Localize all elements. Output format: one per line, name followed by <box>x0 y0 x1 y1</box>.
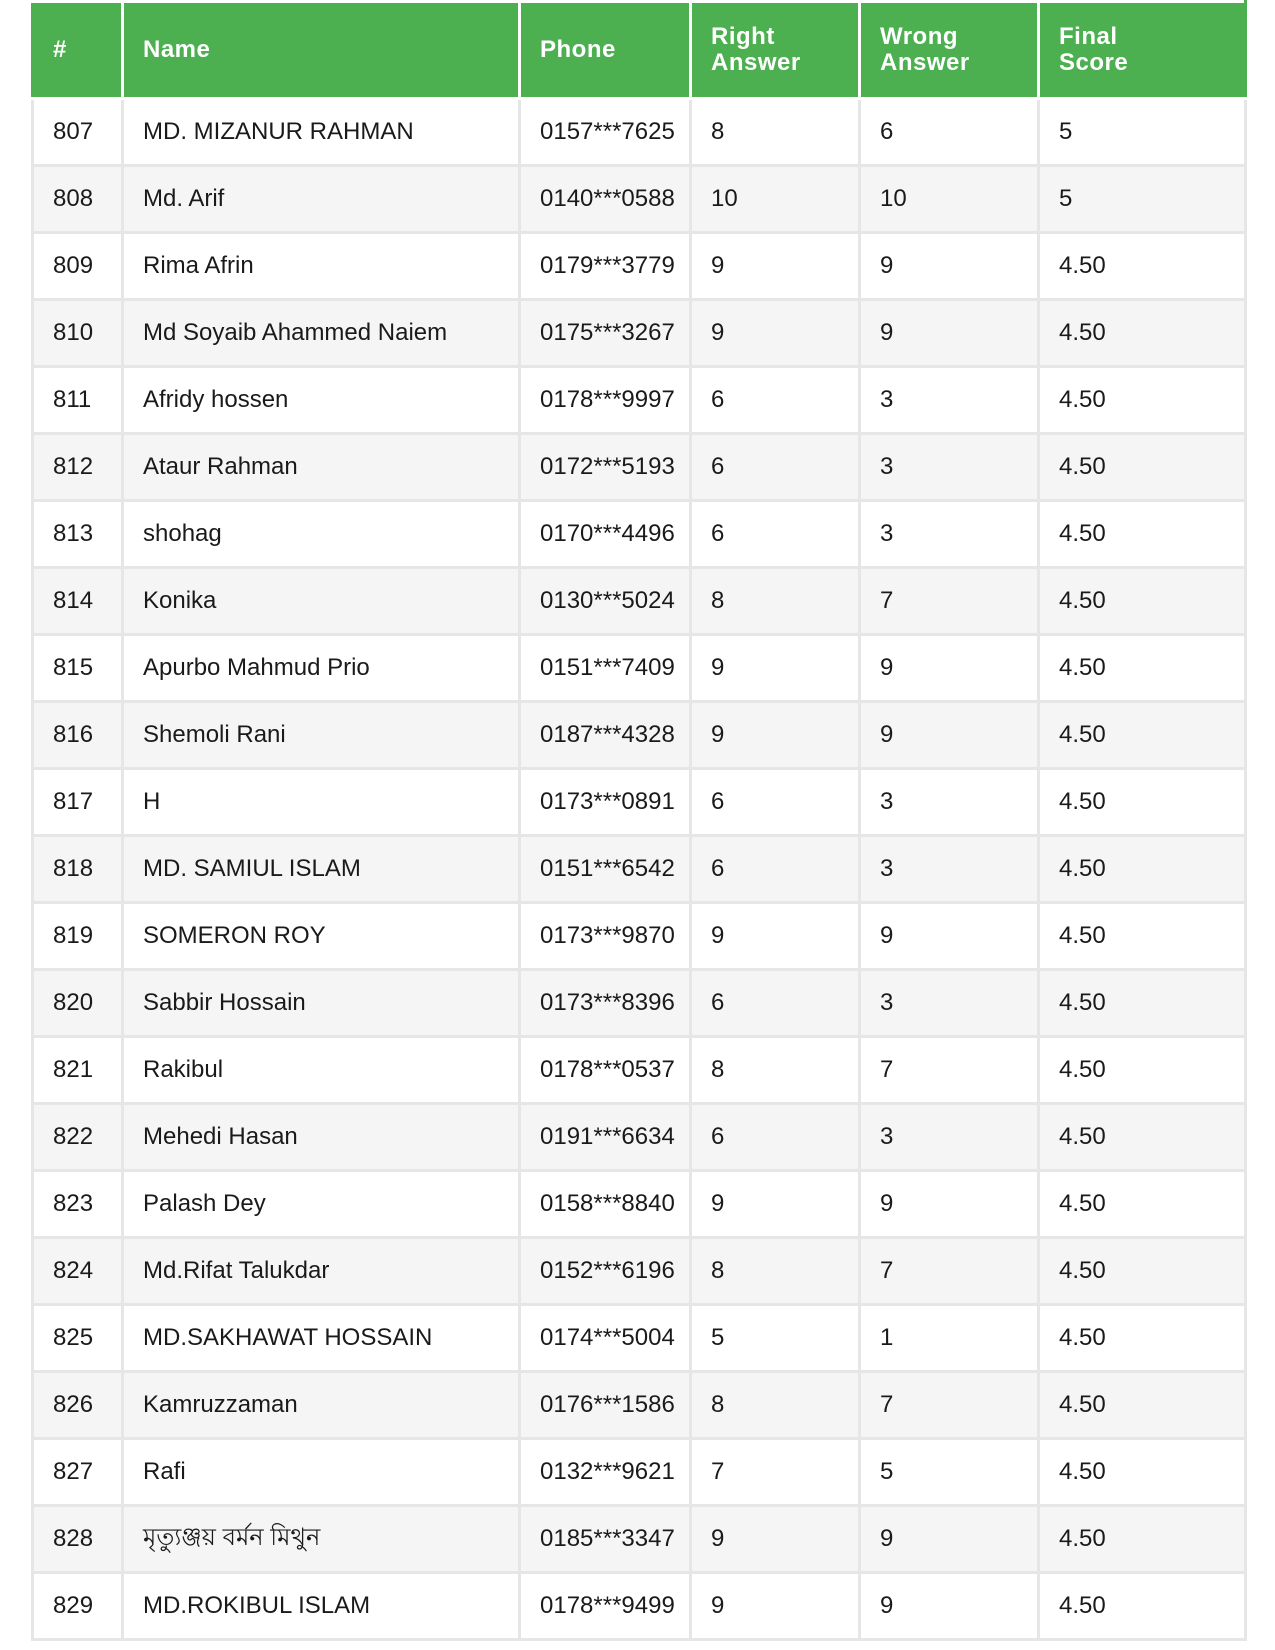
cell-right-answer: 8 <box>691 99 860 166</box>
table-row <box>33 1104 1246 1171</box>
cell-wrong-answer: 9 <box>860 702 1039 769</box>
table-row <box>33 1573 1246 1640</box>
cell-phone: 0187***4328 <box>520 702 691 769</box>
cell-wrong-answer: 3 <box>860 367 1039 434</box>
cell-rank: 813 <box>33 501 123 568</box>
cell-rank: 825 <box>33 1305 123 1372</box>
cell-rank: 816 <box>33 702 123 769</box>
cell-rank: 824 <box>33 1238 123 1305</box>
table-row <box>33 501 1246 568</box>
table-row <box>33 99 1246 166</box>
cell-rank: 814 <box>33 568 123 635</box>
header-wrong-answer: Wrong Answer <box>860 2 1039 99</box>
cell-final-score: 4.50 <box>1039 1238 1246 1305</box>
cell-final-score: 5 <box>1039 99 1246 166</box>
cell-final-score: 4.50 <box>1039 1573 1246 1640</box>
cell-final-score: 4.50 <box>1039 769 1246 836</box>
cell-phone: 0152***6196 <box>520 1238 691 1305</box>
table-row <box>33 836 1246 903</box>
cell-right-answer: 6 <box>691 769 860 836</box>
cell-wrong-answer: 9 <box>860 1573 1039 1640</box>
cell-rank: 819 <box>33 903 123 970</box>
cell-rank: 827 <box>33 1439 123 1506</box>
table-row <box>33 635 1246 702</box>
cell-wrong-answer: 3 <box>860 501 1039 568</box>
cell-name: MD.ROKIBUL ISLAM <box>123 1573 520 1640</box>
cell-wrong-answer: 3 <box>860 836 1039 903</box>
cell-phone: 0173***9870 <box>520 903 691 970</box>
cell-name: Rima Afrin <box>123 233 520 300</box>
cell-final-score: 4.50 <box>1039 903 1246 970</box>
table-row <box>33 702 1246 769</box>
cell-final-score: 4.50 <box>1039 1439 1246 1506</box>
table-row <box>33 367 1246 434</box>
cell-wrong-answer: 3 <box>860 769 1039 836</box>
cell-final-score: 4.50 <box>1039 635 1246 702</box>
header-phone: Phone <box>520 2 691 99</box>
cell-name: Palash Dey <box>123 1171 520 1238</box>
header-rank: # <box>33 2 123 99</box>
cell-phone: 0185***3347 <box>520 1506 691 1573</box>
cell-right-answer: 8 <box>691 1037 860 1104</box>
cell-rank: 822 <box>33 1104 123 1171</box>
cell-wrong-answer: 6 <box>860 99 1039 166</box>
cell-final-score: 4.50 <box>1039 1372 1246 1439</box>
cell-right-answer: 9 <box>691 635 860 702</box>
cell-right-answer: 7 <box>691 1439 860 1506</box>
cell-right-answer: 9 <box>691 1573 860 1640</box>
cell-name: Shemoli Rani <box>123 702 520 769</box>
cell-rank: 828 <box>33 1506 123 1573</box>
cell-phone: 0173***8396 <box>520 970 691 1037</box>
cell-phone: 0151***6542 <box>520 836 691 903</box>
cell-name: মৃত্যুঞ্জয় বর্মন মিথুন <box>123 1506 520 1573</box>
table-row <box>33 1171 1246 1238</box>
cell-rank: 815 <box>33 635 123 702</box>
cell-rank: 817 <box>33 769 123 836</box>
cell-wrong-answer: 9 <box>860 903 1039 970</box>
cell-rank: 811 <box>33 367 123 434</box>
cell-wrong-answer: 7 <box>860 568 1039 635</box>
header-right-answer: Right Answer <box>691 2 860 99</box>
cell-final-score: 4.50 <box>1039 1305 1246 1372</box>
cell-final-score: 4.50 <box>1039 1506 1246 1573</box>
cell-name: Kamruzzaman <box>123 1372 520 1439</box>
table-row <box>33 1305 1246 1372</box>
results-table <box>31 0 1247 1641</box>
cell-rank: 808 <box>33 166 123 233</box>
cell-right-answer: 5 <box>691 1305 860 1372</box>
table-header <box>33 2 1246 99</box>
cell-rank: 810 <box>33 300 123 367</box>
cell-right-answer: 9 <box>691 233 860 300</box>
cell-final-score: 4.50 <box>1039 1037 1246 1104</box>
cell-right-answer: 6 <box>691 836 860 903</box>
cell-rank: 820 <box>33 970 123 1037</box>
cell-right-answer: 6 <box>691 501 860 568</box>
cell-right-answer: 8 <box>691 568 860 635</box>
cell-name: Rafi <box>123 1439 520 1506</box>
cell-name: MD. MIZANUR RAHMAN <box>123 99 520 166</box>
cell-wrong-answer: 1 <box>860 1305 1039 1372</box>
cell-name: Konika <box>123 568 520 635</box>
table-row <box>33 434 1246 501</box>
cell-wrong-answer: 3 <box>860 434 1039 501</box>
cell-phone: 0178***9499 <box>520 1573 691 1640</box>
cell-final-score: 4.50 <box>1039 233 1246 300</box>
table-row <box>33 970 1246 1037</box>
cell-final-score: 5 <box>1039 166 1246 233</box>
header-row <box>33 2 1246 99</box>
cell-phone: 0174***5004 <box>520 1305 691 1372</box>
cell-right-answer: 9 <box>691 903 860 970</box>
cell-rank: 829 <box>33 1573 123 1640</box>
cell-phone: 0173***0891 <box>520 769 691 836</box>
cell-right-answer: 6 <box>691 1104 860 1171</box>
table-row <box>33 1506 1246 1573</box>
cell-phone: 0191***6634 <box>520 1104 691 1171</box>
cell-final-score: 4.50 <box>1039 300 1246 367</box>
cell-name: shohag <box>123 501 520 568</box>
table-row <box>33 166 1246 233</box>
cell-right-answer: 8 <box>691 1372 860 1439</box>
cell-name: MD. SAMIUL ISLAM <box>123 836 520 903</box>
cell-phone: 0170***4496 <box>520 501 691 568</box>
cell-right-answer: 6 <box>691 434 860 501</box>
cell-name: Md. Arif <box>123 166 520 233</box>
cell-phone: 0132***9621 <box>520 1439 691 1506</box>
cell-final-score: 4.50 <box>1039 367 1246 434</box>
cell-rank: 812 <box>33 434 123 501</box>
cell-final-score: 4.50 <box>1039 568 1246 635</box>
table-row <box>33 1372 1246 1439</box>
cell-name: Mehedi Hasan <box>123 1104 520 1171</box>
cell-name: Afridy hossen <box>123 367 520 434</box>
cell-wrong-answer: 3 <box>860 970 1039 1037</box>
cell-rank: 821 <box>33 1037 123 1104</box>
cell-name: Md.Rifat Talukdar <box>123 1238 520 1305</box>
cell-name: Apurbo Mahmud Prio <box>123 635 520 702</box>
table-row <box>33 300 1246 367</box>
cell-phone: 0179***3779 <box>520 233 691 300</box>
cell-right-answer: 6 <box>691 970 860 1037</box>
cell-final-score: 4.50 <box>1039 434 1246 501</box>
cell-final-score: 4.50 <box>1039 501 1246 568</box>
table-row <box>33 1238 1246 1305</box>
cell-name: Rakibul <box>123 1037 520 1104</box>
cell-name: SOMERON ROY <box>123 903 520 970</box>
cell-wrong-answer: 10 <box>860 166 1039 233</box>
cell-wrong-answer: 7 <box>860 1037 1039 1104</box>
cell-right-answer: 9 <box>691 702 860 769</box>
cell-rank: 823 <box>33 1171 123 1238</box>
cell-wrong-answer: 5 <box>860 1439 1039 1506</box>
cell-wrong-answer: 9 <box>860 635 1039 702</box>
cell-name: H <box>123 769 520 836</box>
table-row <box>33 1439 1246 1506</box>
cell-right-answer: 9 <box>691 1171 860 1238</box>
cell-phone: 0140***0588 <box>520 166 691 233</box>
table-row <box>33 903 1246 970</box>
cell-right-answer: 9 <box>691 300 860 367</box>
cell-phone: 0157***7625 <box>520 99 691 166</box>
cell-right-answer: 6 <box>691 367 860 434</box>
cell-final-score: 4.50 <box>1039 1104 1246 1171</box>
cell-right-answer: 9 <box>691 1506 860 1573</box>
cell-right-answer: 8 <box>691 1238 860 1305</box>
cell-wrong-answer: 9 <box>860 233 1039 300</box>
cell-wrong-answer: 9 <box>860 1171 1039 1238</box>
cell-phone: 0158***8840 <box>520 1171 691 1238</box>
cell-phone: 0178***9997 <box>520 367 691 434</box>
cell-phone: 0175***3267 <box>520 300 691 367</box>
table-row <box>33 769 1246 836</box>
cell-final-score: 4.50 <box>1039 702 1246 769</box>
cell-phone: 0130***5024 <box>520 568 691 635</box>
cell-rank: 826 <box>33 1372 123 1439</box>
header-name: Name <box>123 2 520 99</box>
cell-phone: 0151***7409 <box>520 635 691 702</box>
cell-phone: 0178***0537 <box>520 1037 691 1104</box>
cell-rank: 807 <box>33 99 123 166</box>
cell-name: Ataur Rahman <box>123 434 520 501</box>
cell-rank: 818 <box>33 836 123 903</box>
cell-wrong-answer: 7 <box>860 1372 1039 1439</box>
cell-name: MD.SAKHAWAT HOSSAIN <box>123 1305 520 1372</box>
cell-name: Sabbir Hossain <box>123 970 520 1037</box>
cell-wrong-answer: 9 <box>860 300 1039 367</box>
table-row <box>33 233 1246 300</box>
cell-wrong-answer: 9 <box>860 1506 1039 1573</box>
table-row <box>33 1037 1246 1104</box>
cell-name: Md Soyaib Ahammed Naiem <box>123 300 520 367</box>
cell-right-answer: 10 <box>691 166 860 233</box>
cell-rank: 809 <box>33 233 123 300</box>
cell-phone: 0172***5193 <box>520 434 691 501</box>
cell-final-score: 4.50 <box>1039 1171 1246 1238</box>
cell-wrong-answer: 7 <box>860 1238 1039 1305</box>
cell-wrong-answer: 3 <box>860 1104 1039 1171</box>
table-row <box>33 568 1246 635</box>
table-body <box>33 99 1246 1640</box>
cell-final-score: 4.50 <box>1039 970 1246 1037</box>
cell-phone: 0176***1586 <box>520 1372 691 1439</box>
cell-final-score: 4.50 <box>1039 836 1246 903</box>
header-final-score: Final Score <box>1039 2 1246 99</box>
